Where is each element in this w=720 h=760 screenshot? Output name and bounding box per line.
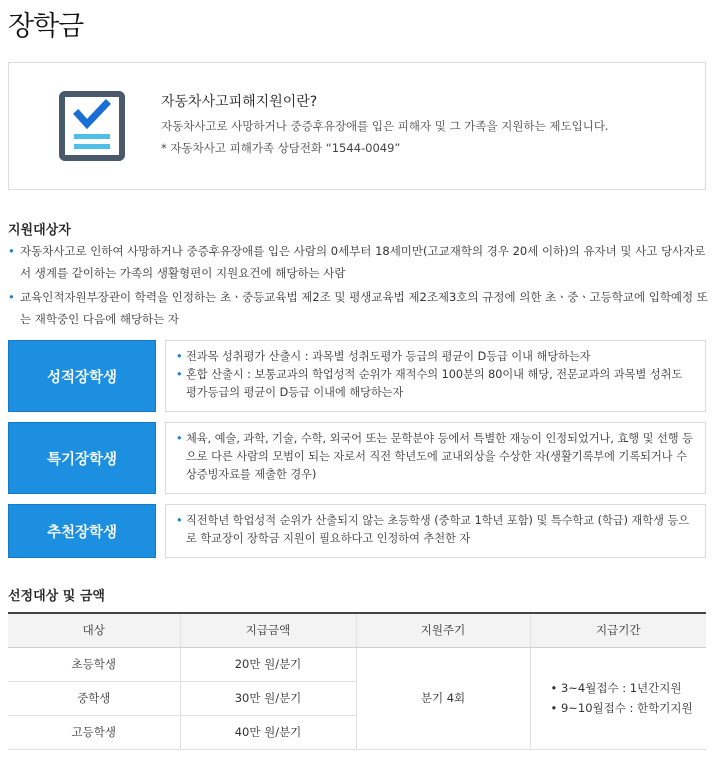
amounts-table <box>8 612 706 750</box>
column-header: 대상 <box>8 613 180 647</box>
eligibility-item: • 교육인적자원부장관이 학력을 인정하는 초ㆍ중등교육법 제2조 및 평생교육법 제2조제3호의 규정에 의한 초ㆍ중ㆍ고등학교에 입학예정 또는 재학중인 다음에 해당하는 자 <box>8 286 708 330</box>
scholarship-desc-line: • 직전학년 학업성적 순위가 산출되지 않는 초등학생 (중학교 1학년 포함) 및 특수학교 (학급) 재학생 등으로 학교장이 장학금 지원이 필요하다고 인정하여 추천한 자 <box>176 512 695 548</box>
column-header: 지급금액 <box>180 613 356 647</box>
target-cell: 초등학생 <box>8 647 180 681</box>
scholarship-description <box>165 340 706 412</box>
eligibility-list <box>8 240 708 332</box>
intro-description: 자동차사고로 사망하거나 중증후유장애를 입은 피해자 및 그 가족을 지원하는 제도입니다. <box>161 119 609 133</box>
recommend-scholarship-button[interactable]: 추천장학생 <box>8 504 156 558</box>
scholarship-desc-line: • 체육, 예술, 과학, 기술, 수학, 외국어 또는 문학분야 등에서 특별한 재능이 인정되었거나, 효행 및 선행 등으로 다른 사람의 모범이 되는 자로서 직전 학년도에 교내외상을 수상한 자(생활기록부에 기록되거나 수상증빙자료를 제출한 경우) <box>176 430 695 484</box>
period-item: • 3~4월접수 : 1년간지원 <box>550 681 682 695</box>
grade-scholarship-button[interactable]: 성적장학생 <box>8 340 156 412</box>
page-title: 장학금 <box>8 11 84 42</box>
amount-cell: 30만 원/분기 <box>180 681 356 715</box>
intro-note: * 자동차사고 피해가족 상담전화 “1544-0049” <box>161 141 401 155</box>
scholarship-description <box>165 422 706 494</box>
intro-title: 자동차사고피해지원이란? <box>161 94 318 110</box>
period-item: • 9~10월접수 : 한학기지원 <box>550 701 693 715</box>
amount-cell: 20만 원/분기 <box>180 647 356 681</box>
amount-cell: 40만 원/분기 <box>180 715 356 749</box>
target-cell: 고등학생 <box>8 715 180 749</box>
period-cell <box>530 647 706 749</box>
target-cell: 중학생 <box>8 681 180 715</box>
eligibility-item: • 자동차사고로 인하여 사망하거나 중증후유장애를 입은 사람의 0세부터 18세미만(고교재학의 경우 20세 이하)의 유자녀 및 사고 당사자로서 생계를 같이하는 가족의 생활형편이 지원요건에 해당하는 사람 <box>8 240 708 284</box>
intro-box <box>8 62 706 190</box>
checklist-icon <box>59 91 125 161</box>
scholarship-desc-line: • 전과목 성취평가 산출시 : 과목별 성취도평가 등급의 평균이 D등급 이내 해당하는자 <box>176 348 695 366</box>
column-header: 지급기간 <box>530 613 706 647</box>
talent-scholarship-button[interactable]: 특기장학생 <box>8 422 156 494</box>
table-row <box>8 647 706 681</box>
eligibility-title: 지원대상자 <box>8 223 71 238</box>
cycle-cell: 분기 4회 <box>356 647 530 749</box>
amounts-title: 선정대상 및 금액 <box>8 589 105 604</box>
scholarship-desc-line: • 혼합 산출시 : 보통교과의 학업성적 순위가 재적수의 100분의 80이내 해당, 전문교과의 과목별 성취도 평가등급의 평균이 D등급 이내에 해당하는자 <box>176 366 695 402</box>
column-header: 지원주기 <box>356 613 530 647</box>
scholarship-description <box>165 504 706 558</box>
table-header-row <box>8 613 706 647</box>
